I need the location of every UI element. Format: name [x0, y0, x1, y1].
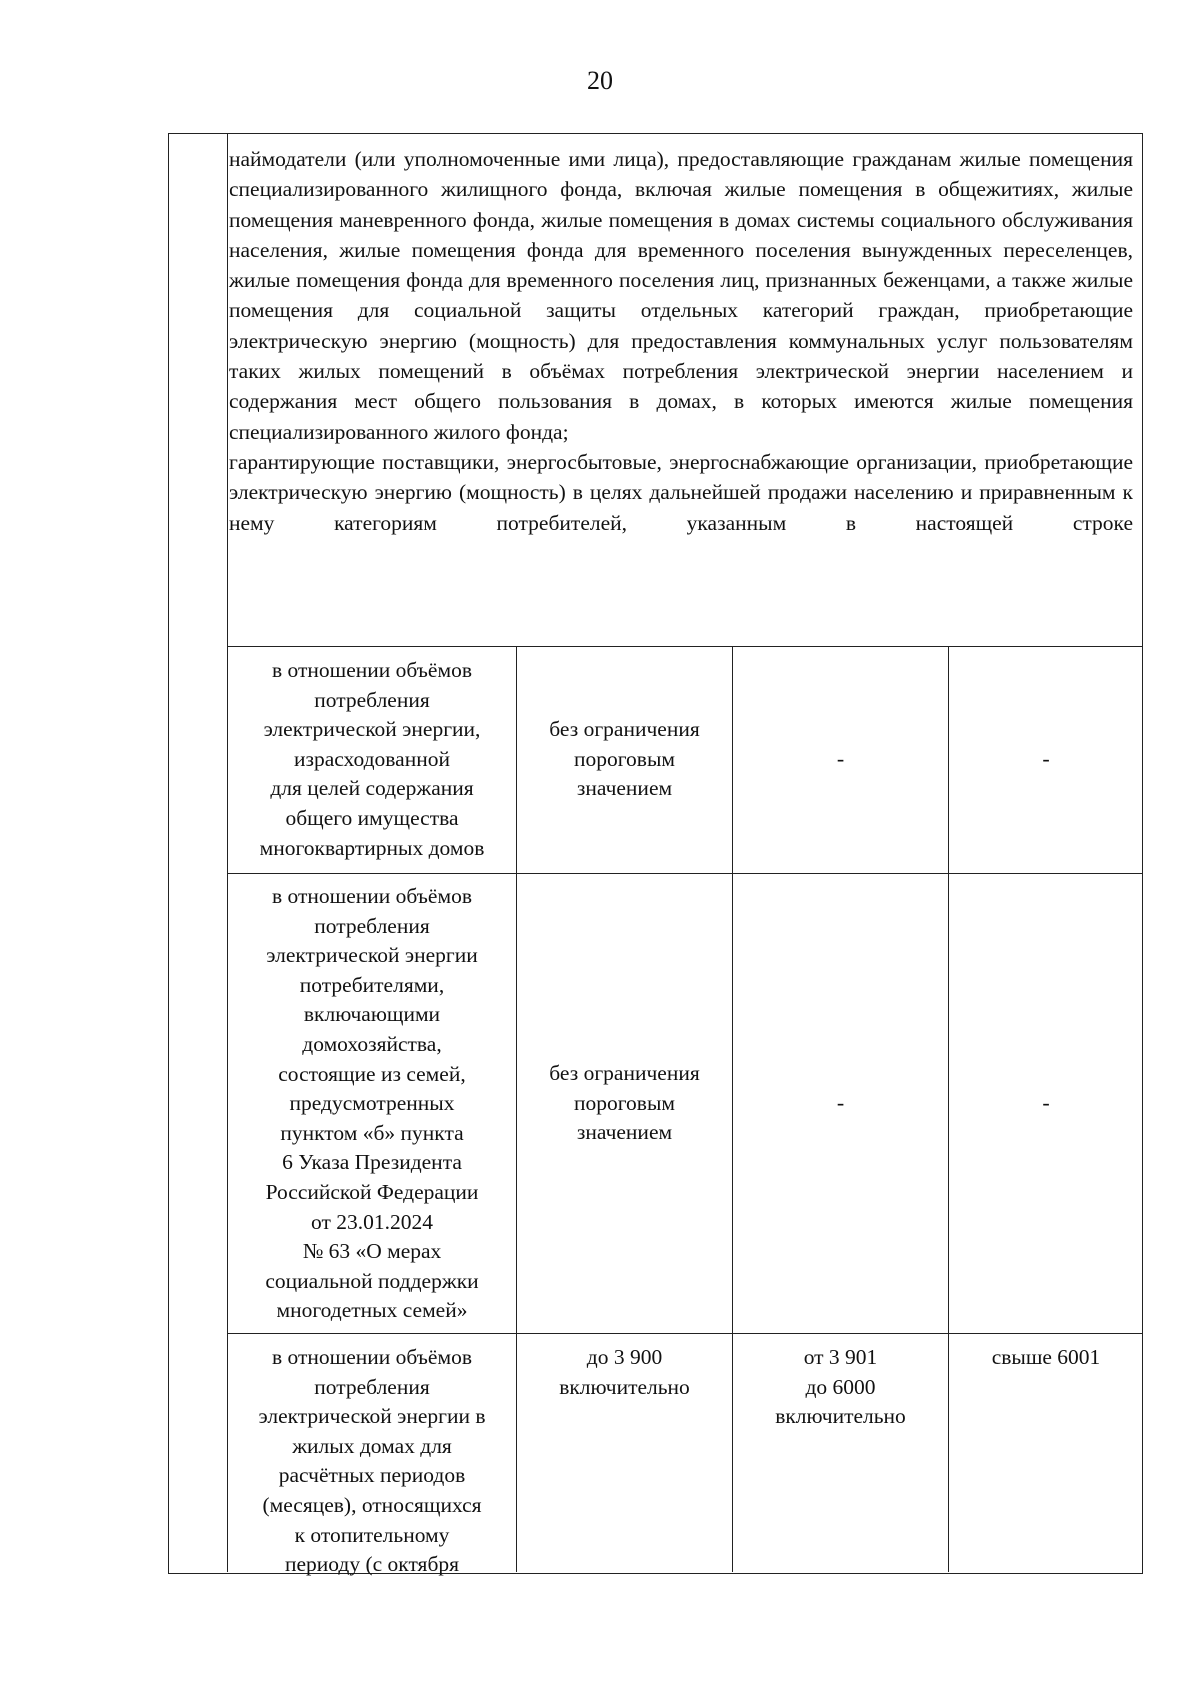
text-line: от 23.01.2024	[311, 1209, 433, 1234]
row-2-range-3	[948, 1088, 1144, 1118]
row-3-range-1	[516, 1343, 733, 1402]
text-line: многодетных семей»	[276, 1298, 468, 1323]
text-line: свыше 6001	[991, 1345, 1101, 1369]
text-line: расчётных периодов	[278, 1463, 466, 1488]
text-line: социальной поддержки	[265, 1268, 479, 1293]
text-line: значением	[576, 1120, 673, 1145]
intro-cell	[229, 144, 1133, 538]
text-line: электрической энергии в	[258, 1404, 486, 1429]
row-3-description	[227, 1343, 517, 1580]
text-line: к отопительному	[294, 1522, 450, 1547]
text-line: до 3 900	[586, 1345, 663, 1369]
text-line: -	[1042, 746, 1050, 771]
row-3-range-3	[948, 1343, 1144, 1373]
text-line: № 63 «О мерах	[302, 1239, 442, 1264]
text-line: -	[836, 1090, 845, 1115]
text-line: периоду (с октября	[284, 1552, 460, 1577]
text-line: для целей содержания	[270, 776, 474, 801]
text-line: в отношении объёмов	[272, 884, 472, 908]
text-line: включительно	[559, 1374, 690, 1399]
text-line: жилых домах для	[292, 1433, 452, 1458]
text-line: (месяцев), относящихся	[262, 1492, 482, 1517]
row-1-range-3	[948, 744, 1144, 774]
intro-paragraph: наймодатели (или уполномоченные ими лица), предоставляющие гражданам жилые помещения специализированного жилищного фонда, включая жилые помещения в общежитиях, жилые помещения маневренного фонда, жилые помещения в домах системы социального обслуживания населения, жилые помещения фонда для временного поселения вынужденных переселенцев, жилые помещения фонда для временного поселения лиц, признанных беженцами, а также жилые помещения для социальной защиты отдельных категорий граждан, приобретающие электрическую энергию (мощность) для предоставления коммунальных услуг пользователям таких жилых помещений в объёмах потребления электрической энергии населением и содержания мест общего пользования в домах, в которых имеются жилые помещения специализированного жилого фонда;	[229, 147, 1133, 444]
row-2-description	[227, 882, 517, 1326]
text-line: электрической энергии	[266, 943, 478, 968]
text-line: Российской Федерации	[265, 1179, 479, 1204]
text-line: потребления	[314, 913, 430, 938]
text-line: многоквартирных домов	[259, 835, 485, 860]
text-line: домохозяйства,	[302, 1031, 442, 1056]
text-line: 6 Указа Президента	[282, 1150, 462, 1175]
text-line: пороговым	[574, 1090, 675, 1115]
text-line: до 6000	[805, 1374, 876, 1399]
text-line: без ограничения	[549, 1061, 700, 1085]
text-line: потребления	[314, 687, 430, 712]
row-2-range-2	[732, 1088, 949, 1118]
tariff-table	[168, 133, 1143, 1577]
text-line: -	[1042, 1090, 1050, 1115]
text-line: без ограничения	[549, 717, 700, 741]
intro-paragraph: гарантирующие поставщики, энергосбытовые, энергоснабжающие организации, приобретающие электрическую энергию (мощность) в целях дальнейшей продажи населению и приравненным к нему категориям потребителей, указанным в настоящей строке	[229, 449, 1133, 535]
text-line: включающими	[303, 1002, 441, 1027]
row-1-range-1	[516, 715, 733, 804]
row-2-range-1	[516, 1059, 733, 1148]
text-line: потребления	[314, 1374, 430, 1399]
text-line: электрической энергии,	[263, 717, 481, 742]
text-line: -	[836, 746, 845, 771]
table-divider	[227, 873, 1142, 874]
text-line: включительно	[775, 1404, 906, 1429]
row-3-range-2	[732, 1343, 949, 1432]
text-line: пунктом «б» пункта	[280, 1120, 464, 1145]
row-1-range-2	[732, 744, 949, 774]
table-divider	[227, 646, 1142, 647]
text-line: пороговым	[574, 746, 675, 771]
page-number: 20	[587, 66, 613, 95]
text-line: в отношении объёмов	[272, 658, 472, 682]
text-line: потребителями,	[299, 972, 445, 997]
text-line: общего имущества	[285, 805, 459, 830]
text-line: израсходованной	[294, 746, 450, 771]
text-line: состоящие из семей,	[278, 1061, 466, 1086]
text-line: предусмотренных	[289, 1091, 455, 1116]
table-divider	[227, 1333, 1142, 1334]
text-line: значением	[576, 776, 673, 801]
text-line: от 3 901	[803, 1345, 878, 1369]
text-line: в отношении объёмов	[272, 1345, 472, 1369]
row-1-description	[227, 656, 517, 863]
